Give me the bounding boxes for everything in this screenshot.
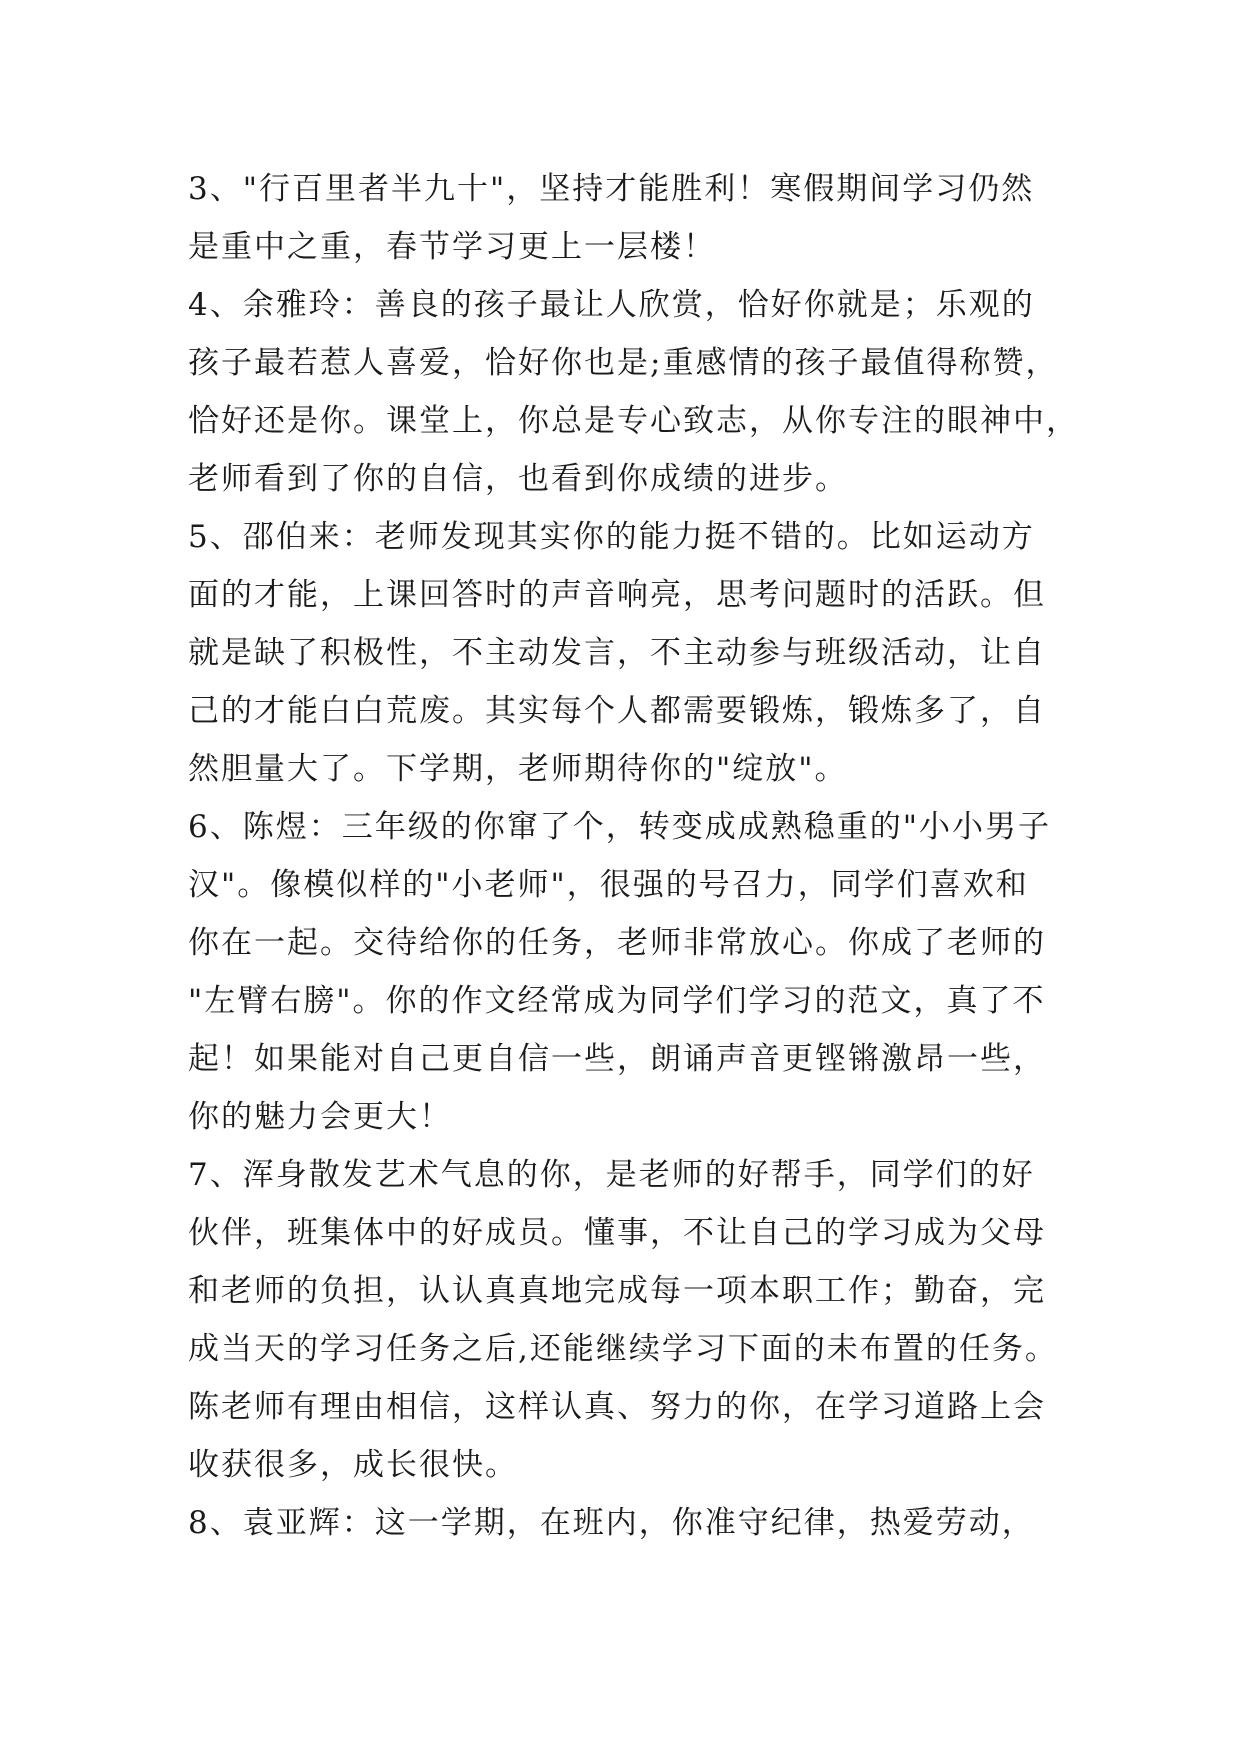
text-line: "左臂右膀"。你的作文经常成为同学们学习的范文，真了不 [188,983,1046,1019]
text-line: 然胆量大了。下学期，老师期待你的"绽放"。 [188,751,848,787]
text-line: 和老师的负担，认认真真地完成每一项本职工作；勤奋，完 [188,1273,1046,1309]
text-line: 面的才能，上课回答时的声音响亮，思考问题时的活跃。但 [188,577,1046,613]
text-line: 成当天的学习任务之后,还能继续学习下面的未布置的任务。 [188,1331,1058,1367]
text-line: 你的魅力会更大！ [188,1099,452,1135]
text-line: 5、邵伯来：老师发现其实你的能力挺不错的。比如运动方 [188,519,1035,555]
text-line: 4、余雅玲：善良的孩子最让人欣赏，恰好你就是；乐观的 [188,287,1035,323]
text-line: 是重中之重，春节学习更上一层楼！ [188,229,716,265]
text-line: 恰好还是你。课堂上，你总是专心致志，从你专注的眼神中， [188,403,1079,439]
document-body [188,160,1079,1552]
text-line: 就是缺了积极性，不主动发言，不主动参与班级活动，让自 [188,635,1046,671]
text-line: 8、袁亚辉：这一学期，在班内，你准守纪律，热爱劳动， [188,1505,1035,1541]
text-line: 收获很多，成长很快。 [188,1447,518,1483]
text-line: 己的才能白白荒废。其实每个人都需要锻炼，锻炼多了，自 [188,693,1046,729]
text-line: 你在一起。交待给你的任务，老师非常放心。你成了老师的 [188,925,1046,961]
text-line: 伙伴，班集体中的好成员。懂事，不让自己的学习成为父母 [188,1215,1046,1251]
text-line: 起！如果能对自己更自信一些，朗诵声音更铿锵激昂一些， [188,1041,1046,1077]
text-line: 6、陈煜：三年级的你窜了个，转变成成熟稳重的"小小男子 [188,809,1051,845]
text-line: 陈老师有理由相信，这样认真、努力的你，在学习道路上会 [188,1389,1046,1425]
text-line: 孩子最若惹人喜爱，恰好你也是;重感情的孩子最值得称赞， [188,345,1059,381]
text-line: 7、浑身散发艺术气息的你，是老师的好帮手，同学们的好 [188,1157,1035,1193]
text-line: 老师看到了你的自信，也看到你成绩的进步。 [188,461,848,497]
text-line: 汉"。像模似样的"小老师"，很强的号召力，同学们喜欢和 [188,867,1029,903]
text-line: 3、"行百里者半九十"，坚持才能胜利！寒假期间学习仍然 [188,171,1035,207]
